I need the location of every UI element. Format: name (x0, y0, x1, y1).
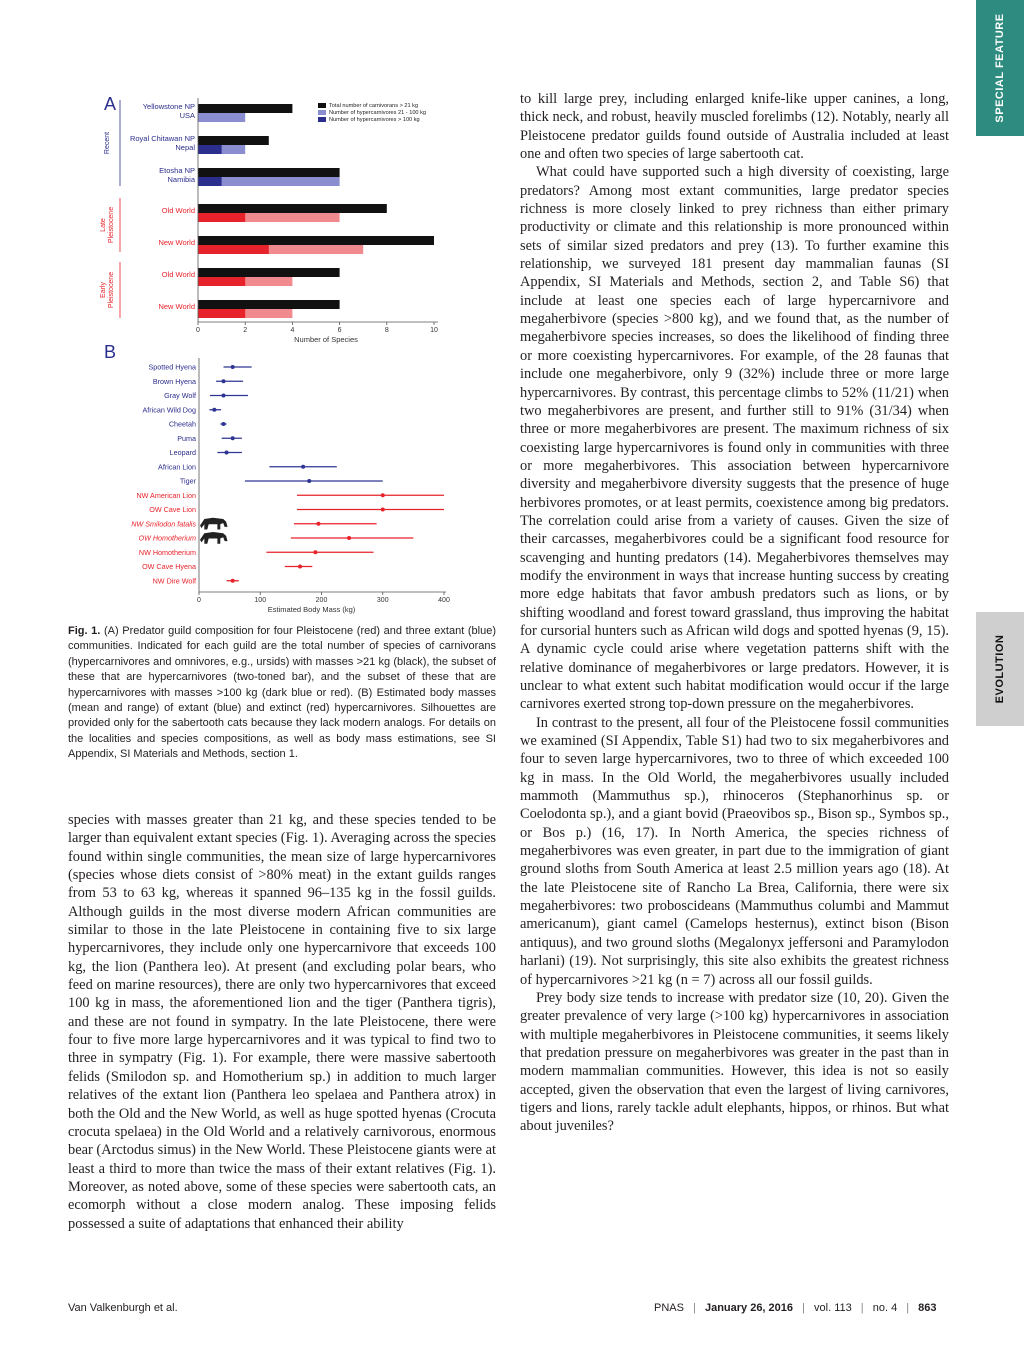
special-feature-label: SPECIAL FEATURE (994, 13, 1006, 123)
species-label: NW Homotherium (138, 547, 196, 557)
paragraph: In contrast to the present, all four of the Pleistocene fossil communities we examined (SI Appendix, Table S1) had two to six megaherbivores and four to seven large hypercarnivores, two to three of which exceeded 100 kg in mass. In the Old World, the megaherbivores usually included mammoth (Mammuthus sp.), rhinoceros (Stephanorhinus sp. or Coelodonta sp.), and a giant bovid (Praeovibos sp., Bison sp., Symbos sp., or Bos p.) (16, 17). In North America, the species richness of megaherbivores was even greater, in part due to the immigration of giant ground sloths from South America at least 2.5 million years ago (18). At the late Pleistocene site of Rancho La Brea, California, there were six megaherbivores: two proboscideans (Mammuthus columbi and Mammut americanum), giant camel (Camelops hesternus), extinct bison (Bison antiquus), and two ground sloths (Megalonyx jeffersoni and Paramylodon harlani) (19). Not surprisingly, this site also exhibits the greatest richness of hypercarnivores >21 kg (n = 7) across all our fossil guilds. (520, 714, 949, 988)
species-label: Cheetah (168, 419, 196, 429)
mean-point (347, 536, 351, 540)
footer-issue: no. 4 (872, 1302, 898, 1314)
species-label: Gray Wolf (164, 391, 196, 400)
legend-label: Number of hypercarnivores 21 - 100 kg (329, 110, 427, 116)
x-tick-label: 10 (430, 327, 438, 334)
section-label: EVOLUTION (994, 634, 1006, 704)
mean-point (307, 479, 311, 483)
bar-large-hypercarnivores (198, 309, 245, 318)
category-label: Old World (161, 206, 195, 215)
footer-sep: | (860, 1302, 864, 1314)
species-label: OW Cave Hyena (142, 562, 196, 571)
mean-point (222, 394, 226, 398)
bar-total (198, 300, 340, 309)
bar-large-hypercarnivores (198, 145, 222, 154)
bar-total (198, 236, 434, 245)
x-tick-label: 8 (384, 327, 389, 334)
x-tick-label: 100 (254, 597, 267, 604)
x-tick-label: 4 (290, 327, 295, 334)
legend-label: Number of hypercarnivores > 100 kg (329, 117, 420, 123)
category-label: Nepal (175, 143, 195, 152)
figure-caption (68, 624, 496, 763)
section-tab (976, 612, 1024, 726)
mean-point (225, 451, 229, 455)
species-label: Puma (177, 433, 196, 443)
mean-point (231, 579, 235, 583)
bar-total (198, 104, 292, 113)
category-label: USA (179, 111, 195, 120)
mean-point (231, 365, 235, 369)
species-label: African Lion (158, 462, 196, 472)
sabertooth-silhouette-icon (200, 518, 228, 530)
panel-b-label: B (104, 342, 117, 362)
left-column (68, 811, 496, 1233)
category-label: Royal Chitawan NP (129, 134, 195, 143)
mean-point (301, 465, 305, 469)
species-label: NW American Lion (136, 490, 196, 500)
species-label: OW Homotherium (138, 533, 196, 543)
group-label: Pleistocene (108, 271, 115, 309)
x-tick-label: 200 (315, 597, 328, 604)
bar-total (198, 268, 340, 277)
species-label: Leopard (169, 448, 196, 457)
bar-hypercarnivores (198, 113, 245, 122)
sabertooth-silhouette-icon (200, 532, 228, 544)
footer-volume: vol. 113 (814, 1302, 852, 1314)
mean-point (212, 408, 216, 412)
footer-authors: Van Valkenburgh et al. (68, 1302, 178, 1314)
mean-point (381, 508, 385, 512)
bar-total (198, 136, 269, 145)
bar-large-hypercarnivores (198, 277, 245, 286)
special-feature-tab (976, 0, 1024, 136)
caption-label: Fig. 1. (68, 625, 101, 637)
bar-total (198, 204, 387, 213)
mean-point (381, 493, 385, 497)
legend-swatch (318, 103, 326, 108)
species-label: NW Smilodon fatalis (131, 519, 196, 529)
species-label: Tiger (179, 476, 196, 486)
category-label: New World (158, 238, 195, 247)
category-label: Old World (161, 270, 195, 279)
mean-point (313, 550, 317, 554)
species-label: African Wild Dog (142, 405, 196, 415)
footer-citation (654, 1302, 937, 1314)
panel-a-label: A (104, 94, 117, 114)
group-label: Early (100, 282, 107, 298)
bar-large-hypercarnivores (198, 213, 245, 222)
mean-point (298, 565, 302, 569)
mean-point (222, 422, 226, 426)
category-label: Yellowstone NP (142, 102, 195, 111)
footer-sep: | (906, 1302, 910, 1314)
figure-1 (96, 90, 466, 620)
legend-swatch (318, 110, 326, 115)
group-label: Pleistocene (108, 206, 115, 244)
species-label: OW Cave Lion (149, 505, 196, 514)
paragraph: What could have supported such a high diversity of coexisting, large predators? Among most extant communities, large predator species richness is more closely linked to prey richness than either primary productivity or climate and this relationship is more pronounced within sets of similar sized predators and prey (13). To further examine this relationship, we surveyed 181 present day mammalian faunas (SI Appendix, SI Materials and Methods, section 2, and Table S6) that include at least one species each of large hypercarnivore and megaherbivore (species >800 kg), and we found that, as the number of megaherbivore species increases, so does the likelihood of finding three or more coexisting hypercarnivores. For example, of the 28 faunas that include one megaherbivore, only 9 (32%) include three or more large hypercarnivores. By contrast, this percentage climbs to 52% (11/21) when two megaherbivores are present, and further still to 91% (31/34) when three or more megaherbivores are present. The maximum richness of six coexisting large hypercarnivores is found only in communities with three or more megaherbivores. This association between hypercarnivore diversity and megaherbivore diversity suggests that the presence of huge herbivores promotes, or at least permits, coexistence among big predators. The correlation could arise from a variety of causes. Given the size of their carcasses, megaherbivores could be a significant food resource for scavenging and hunting predators (14). Megaherbivores themselves may modify the environment in ways that increase hunting success by creating more edge habitats that favor ambush predators such as lions, or by shifting woodland and forest toward grassland, thus improving the habitat for cursorial hunters such as African wild dogs and spotted hyenas (9, 15). A dynamic cycle could arise where vegetation patterns shift with the relative dominance of megaherbivores or large predators. However, it is unclear to what extent such habitat modification would occur if the large carnivores exerted strong top-down pressure on the megaherbivores. (520, 164, 949, 713)
species-label: Spotted Hyena (148, 362, 196, 372)
species-label: NW Dire Wolf (152, 576, 196, 586)
paragraph: Prey body size tends to increase with predator size (10, 20). Given the greater prevalence of very large (>100 kg) hypercarnivores in association with multiple megaherbivores in Pleistocene communities, it seems likely that predation pressure on megaherbivores was greater in the past than in modern mammalian communities. However, this idea is not so easily accepted, given the observation that even the largest of living carnivores, tigers and lions, rarely tackle adult elephants, hippos, or rhinos. But what about juveniles? (520, 989, 949, 1135)
category-label: New World (158, 302, 195, 311)
x-tick-label: 6 (337, 327, 342, 334)
footer-date: January 26, 2016 (704, 1302, 794, 1314)
species-label: Brown Hyena (152, 376, 196, 386)
footer-journal: PNAS (654, 1302, 684, 1314)
paragraph: to kill large prey, including enlarged knife-like upper canines, a long, thick neck, and robust, heavily muscled forelimbs (12). Notably, nearly all Pleistocene predator guilds found outside of Australia included at least one and often two species of large sabertooth cat. (520, 91, 949, 163)
category-label: Namibia (167, 175, 195, 184)
group-label: Recent (104, 131, 111, 155)
x-tick-label: 0 (197, 597, 201, 604)
mean-point (231, 436, 235, 440)
x-tick-label: 300 (376, 597, 389, 604)
caption-text: (A) Predator guild composition for four Pleistocene (red) and three extant (blue) communities. Indicated for each guild are the total number of species of carnivorans (hypercarnivores and omnivores, e.g., ursids) with masses >21 kg (black), the subset of these that are hypercarnivores (two-toned bar), and the subset of these that are hypercarnivores with masses >100 kg (dark blue or red). (B) Estimated body masses (mean and range) of extant (blue) and extinct (red) hypercarnivores. Silhouettes are provided only for the sabertooth cats because they lack modern analogs. For details on the localities and species compositions, as well as body mass estimations, see SI Appendix, SI Materials and Methods, section 1. (68, 625, 497, 761)
x-tick-label: 2 (243, 327, 248, 334)
legend-label: Total number of carnivorans > 21 kg (329, 103, 419, 109)
x-axis-label: Estimated Body Mass (kg) (267, 605, 356, 614)
mean-point (222, 379, 226, 383)
bar-total (198, 168, 340, 177)
category-label: Etosha NP (159, 166, 195, 175)
mean-point (316, 522, 320, 526)
x-tick-label: 0 (196, 327, 200, 334)
footer-sep: | (693, 1302, 696, 1314)
bar-large-hypercarnivores (198, 245, 269, 254)
group-label: Late (100, 218, 107, 232)
legend-swatch (318, 117, 326, 122)
x-axis-label: Number of Species (294, 335, 358, 344)
paragraph: species with masses greater than 21 kg, and these species tended to be larger than equivalent extant species (Fig. 1). Averaging across the species found within single communities, the mean size of large hypercarnivores (species whose diets consist of >80% meat) in the extant guilds ranges from 53 to 63 kg, whereas it spanned 96–135 kg in the fossil guilds. Although guilds in the most diverse modern African communities are similar to those in the late Pleistocene in containing five to six large hypercarnivores, they include only one hypercarnivore that exceeds 100 kg, the lion (Panthera leo). At present (and excluding polar bears, who feed on marine resources), there are only two hypercarnivores that exceed 100 kg in mass, the aforementioned lion and the tiger (Panthera tigris), and these are not found in sympatry. In the late Pleistocene, there were four to five more large hypercarnivores and it was typical to find two to three in sympatry (Fig. 1). For example, there were massive sabertooth felids (Smilodon sp. and Homotherium sp.) in addition to much larger relatives of the extant lion (Panthera leo spelaea and Panthera atrox) in both the Old and the New World, as well as huge spotted hyenas (Crocuta crocuta spelaea) in the Old World and a relatively carnivorous, enormous bear (Arctodus simus) in the New World. These Pleistocene giants were at least a third to more than twice the mass of their extant relatives (Fig. 1). Moreover, as noted above, some of these species were sabertooth cats, an ecomorph without a close modern analog. These imposing felids possessed a suite of adaptations that enhanced their ability (68, 812, 496, 1232)
right-column (520, 90, 949, 1136)
footer-sep: | (802, 1302, 805, 1314)
footer-page: 863 (918, 1302, 937, 1314)
bar-large-hypercarnivores (198, 177, 222, 186)
x-tick-label: 400 (438, 597, 450, 604)
